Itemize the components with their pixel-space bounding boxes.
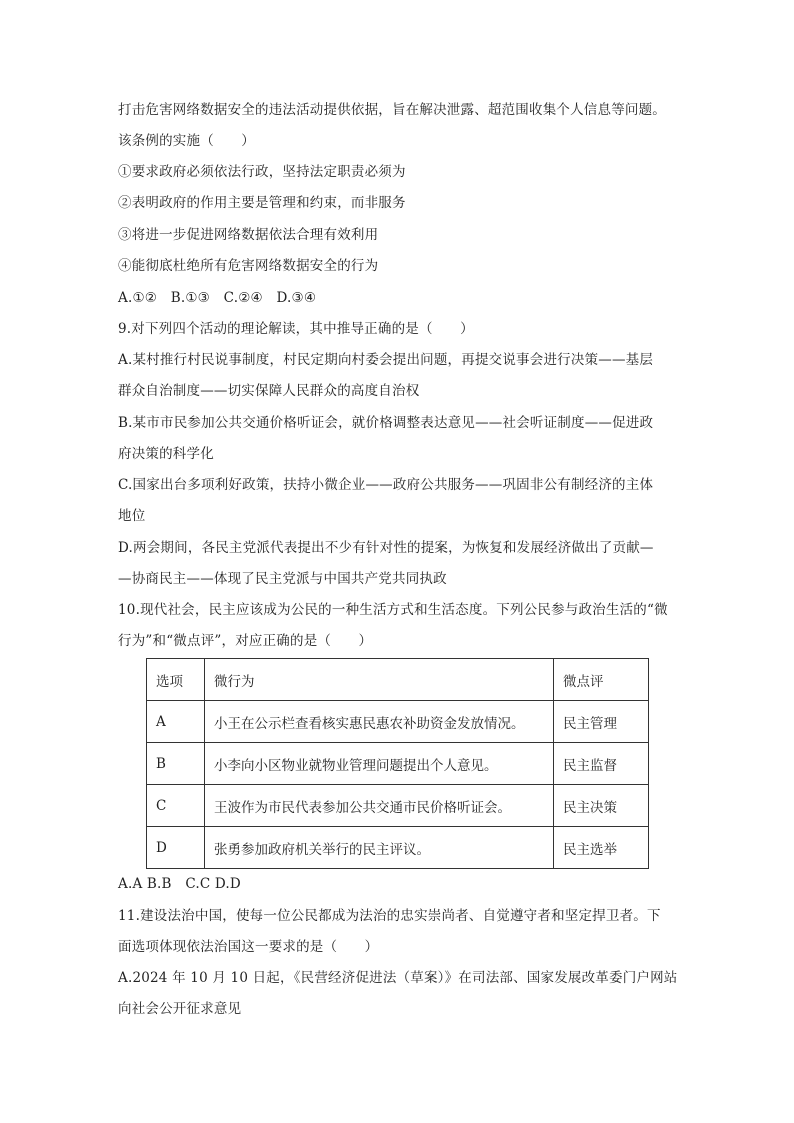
table-cell-option: C: [147, 785, 205, 827]
question-11-stem-line-1: 11.建设法治中国，使每一位公民都成为法治的忠实崇尚者、自觉遵守者和坚定捍卫者。下: [118, 908, 661, 924]
table-cell-behavior: 王波作为市民代表参加公共交通市民价格听证会。: [205, 785, 554, 827]
question-8-statement-1: ①要求政府必须依法行政，坚持法定职责必须为: [118, 164, 406, 180]
table-cell-comment: 民主管理: [554, 701, 649, 743]
table-cell-comment: 民主选举: [554, 827, 649, 869]
question-9-option-a-line-1: A.某村推行村民说事制度，村民定期向村委会提出问题，再提交说事会进行决策——基层: [118, 352, 654, 368]
question-9-option-d-line-1: D.两会期间，各民主党派代表提出不少有针对性的提案，为恢复和发展经济做出了贡献—: [118, 540, 654, 556]
question-10-choices: A.A B.B C.C D.D: [118, 876, 241, 892]
question-8-choices: A.①② B.①③ C.②④ D.③④: [118, 290, 317, 306]
table-header-behavior: 微行为: [205, 659, 554, 701]
table-row: [147, 827, 649, 869]
table-cell-comment: 民主监督: [554, 743, 649, 785]
question-11-option-a-line-2: 向社会公开征求意见: [118, 1001, 242, 1017]
table-cell-behavior: 小王在公示栏查看核实惠民惠农补助资金发放情况。: [205, 701, 554, 743]
question-8-prompt: 该条例的实施（ ）: [118, 133, 255, 149]
question-9-option-b-line-1: B.某市市民参加公共交通价格听证会，就价格调整表达意见——社会听证制度——促进政: [118, 415, 654, 431]
question-8-statement-2: ②表明政府的作用主要是管理和约束，而非服务: [118, 195, 406, 211]
table-header-comment: 微点评: [554, 659, 649, 701]
question-10-stem-line-2: 行为”和“微点评”，对应正确的是（ ）: [118, 633, 373, 649]
question-11-stem-line-2: 面选项体现依法治国这一要求的是（ ）: [118, 939, 379, 955]
question-10-stem-line-1: 10.现代社会，民主应该成为公民的一种生活方式和生活态度。下列公民参与政治生活的“微: [118, 602, 668, 618]
table-cell-option: B: [147, 743, 205, 785]
question-9-option-a-line-2: 群众自治制度——切实保障人民群众的高度自治权: [118, 383, 420, 399]
question-11-option-a-line-1: A.2024 年 10 月 10 日起，《民营经济促进法（草案）》在司法部、国家发展改革委门户网站: [118, 970, 678, 986]
question-8-statement-4: ④能彻底杜绝所有危害网络数据安全的行为: [118, 258, 379, 274]
question-8-stem-end: 打击危害网络数据安全的违法活动提供依据，旨在解决泄露、超范围收集个人信息等问题。: [118, 102, 666, 118]
table-cell-behavior: 小李向小区物业就物业管理问题提出个人意见。: [205, 743, 554, 785]
question-9-option-c-line-2: 地位: [118, 508, 146, 524]
question-9-option-c-line-1: C.国家出台多项利好政策，扶持小微企业——政府公共服务——巩固非公有制经济的主体: [118, 477, 654, 493]
table-header-row: [147, 659, 649, 701]
question-9-option-b-line-2: 府决策的科学化: [118, 446, 214, 462]
table-row: [147, 743, 649, 785]
table-cell-behavior: 张勇参加政府机关举行的民主评议。: [205, 827, 554, 869]
table-row: [147, 785, 649, 827]
question-10-table: [146, 658, 649, 869]
table-cell-option: A: [147, 701, 205, 743]
table-cell-comment: 民主决策: [554, 785, 649, 827]
table-header-option: 选项: [147, 659, 205, 701]
table-cell-option: D: [147, 827, 205, 869]
table-row: [147, 701, 649, 743]
question-9-stem: 9.对下列四个活动的理论解读，其中推导正确的是（ ）: [118, 321, 474, 337]
question-8-statement-3: ③将进一步促进网络数据依法合理有效利用: [118, 227, 379, 243]
question-9-option-d-line-2: —协商民主——体现了民主党派与中国共产党共同执政: [118, 571, 447, 587]
